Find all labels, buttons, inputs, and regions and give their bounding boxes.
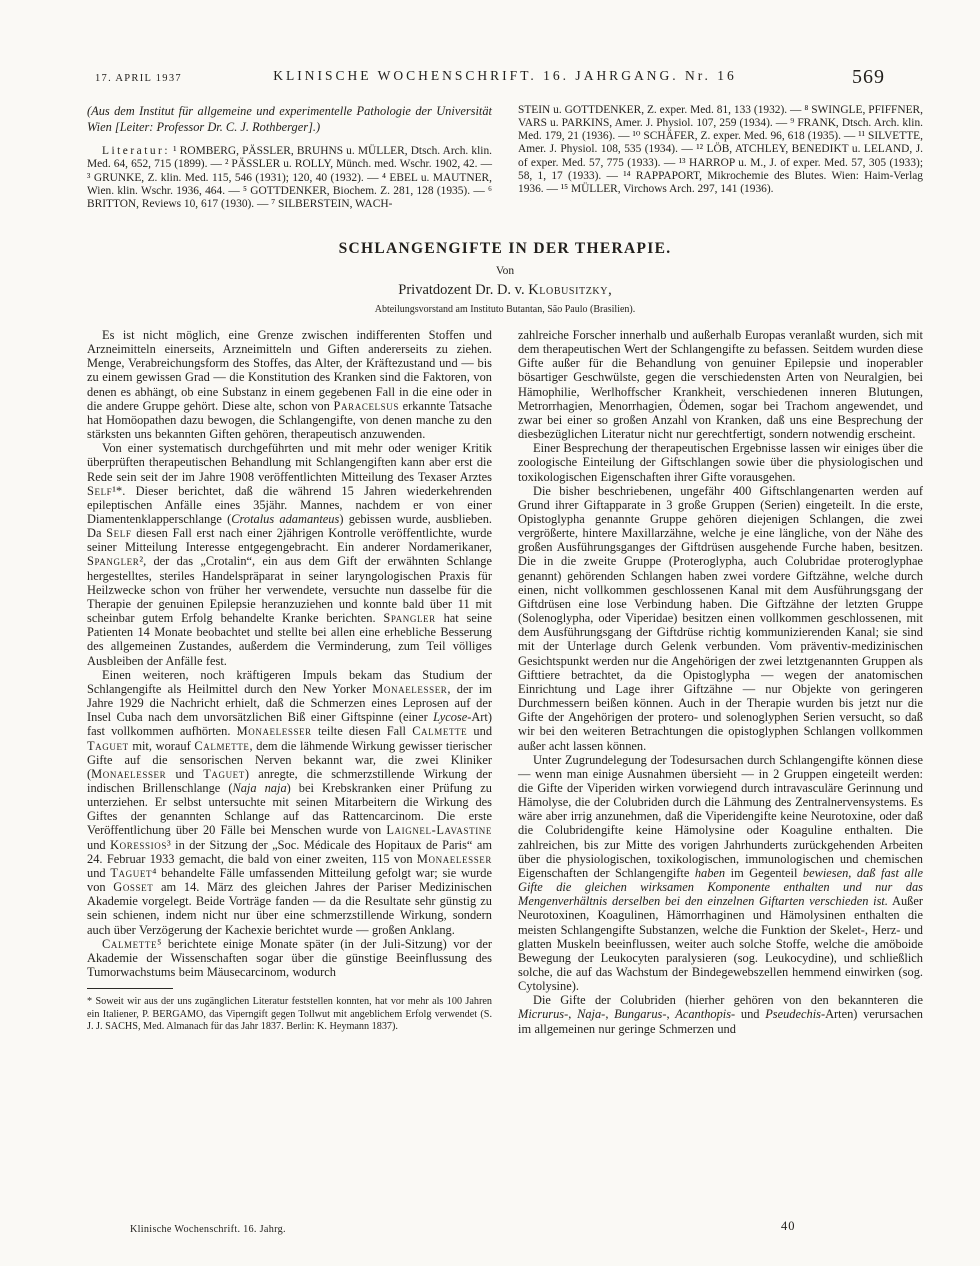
author-line: Privatdozent Dr. D. v. Klobusitzky, [398, 281, 612, 298]
smallcaps-name: Calmette [102, 936, 158, 951]
smallcaps-name: Spangler [87, 554, 140, 569]
body-paragraph: Von einer systematisch durchgeführten und mit mehr oder weniger Kritik überprüften therapeutischen Behandlung mit Schlangengiften kann aber erst die Rede sein seit der im Jahre 1908 veröffentlichten Mitteilung des Texaser Arztes Self¹*. Dieser berichtet, daß die während 15 Jahren wiederkehrenden epileptischen Anfälle eines 35jähr. Mannes, nachdem er von einer Diamentenklapperschlange (Crotalus adamanteus) gebissen wurde, ausblieben. Da Self diesen Fall erst nach einer 2jährigen Kontrolle veröffentlichte, wurde seiner Mitteilung Interesse entgegengebracht. Ein anderer Nordamerikaner, Spangler², der das „Crotalin“, ein aus dem Gift der erwähnten Schlange hergestelltes, steriles Handelspräparat in seiner laryngologischen Praxis für Heilzwecke schon von früher her verwendete, versuchte nun dasselbe für die Therapie der genuinen Epilepsie heranzuziehen und konnte bald über 11 mit scheinbar gutem Erfolg behandelte Kranke berichten. Spangler hat seine Patienten 14 Monate beobachtet und stellte bei allen eine erhebliche Besserung des allgemeinen Zustandes, außerdem die Verminderung, zum Teil völliges Ausbleiben der Anfälle fest. [87, 441, 493, 668]
page-footer [87, 1219, 923, 1235]
body-paragraph: Es ist nicht möglich, eine Grenze zwischen indifferenten Stoffen und Arzneimitteln einerseits, Arzneimitteln und Giften andererseits zu ziehen. Menge, Verabreichungsform des Stoffes, das Alter, der Kräftezustand und — bis zu einem gewissen Grad — die Konstitution des Kranken sind die Faktoren, von denen es abhängt, ob eine Substanz in einem gegebenen Fall in die eine oder in die andere Gruppe gehört. Diese alte, schon von Paracelsus erkannte Tatsache hat Homöopathen dazu bewogen, die Schlangengifte, von denen manche zu den stärksten uns bekannten Giften gehören, therapeutisch anzuwenden. [87, 327, 492, 442]
literatur-label: Literatur: [102, 145, 171, 158]
italic-phrase: haben [694, 865, 726, 880]
smallcaps-name: Taguet [203, 766, 245, 781]
smallcaps-name: Monaelesser [236, 724, 312, 739]
front-matter [87, 104, 923, 211]
title-block [87, 240, 923, 315]
references-left [87, 145, 492, 211]
smallcaps-name: Monaelesser [91, 766, 167, 781]
institute-note: (Aus dem Institut für allgemeine und experimentelle Pathologie der Universität Wien [Leiter: Professor Dr. C. J. Rothberger].) [87, 104, 492, 134]
smallcaps-name: Koressios [110, 837, 167, 852]
italic-phrase: Acanthopis- [675, 1007, 736, 1022]
italic-phrase: bewiesen, daß fast alle Gifte die gleichen wirksamen Komponente enthalten und nur das Mengenverhältnis derselben bei den einzelnen Giftarten verschieden ist. [518, 865, 923, 909]
italic-phrase: Bungarus- [614, 1007, 667, 1022]
footer-journal-line: Klinische Wochenschrift. 16. Jahrg. [130, 1224, 286, 1235]
smallcaps-name: Paracelsus [333, 398, 399, 413]
journal-masthead: KLINISCHE WOCHENSCHRIFT. 16. JAHRGANG. Nr. 16 [273, 68, 737, 83]
italic-phrase: Micrurus- [518, 1007, 569, 1022]
body-left-column [87, 328, 492, 1036]
page-number: 569 [852, 66, 885, 88]
footer-page-number: 40 [781, 1219, 796, 1233]
body-paragraph: Einer Besprechung der therapeutischen Ergebnisse lassen wir einiges über die zoologische Einteilung der Giftschlangen sowie über die physiologischen und toxikologischen Eigenschaften ihrer Gifte vorausgehen. [518, 441, 923, 484]
body-paragraph: zahlreiche Forscher innerhalb und außerhalb Europas veranlaßt wurden, sich mit dem therapeutischen Wert der Schlangengifte zu befassen. Seitdem wurden diese Gifte außer für die Behandlung von genuiner Epilepsie und inoperabler bösartiger Geschwülste, gegen die verschiedensten Arten von Neuralgien, bei Hämophilie, Werlhoffscher Krankheit, verschiedenen inneren Blutungen, Metrorrhagien, Menorrhagien, Ödemen, sogar bei Trachom angewendet, und zwar bei einer so großen Anzahl von Kranken, daß uns eine Besprechung der diesbezüglichen Literatur nicht nur gerechtfertigt, sondern notwendig erscheint. [518, 327, 923, 442]
references-right: STEIN u. GOTTDENKER, Z. exper. Med. 81, 133 (1932). — ⁸ SWINGLE, PFIFFNER, VARS u. PARKINS, Amer. J. Physiol. 107, 259 (1934). — ⁹ FRANK, Dtsch. Arch. klin. Med. 179, 21 (1936). — ¹⁰ SCHÄFER, Z. exper. Med. 96, 618 (1935). — ¹¹ SILVETTE, Amer. J. Physiol. 108, 535 (1934). — ¹² LÖB, ATCHLEY, BENEDIKT u. LELAND, J. of exper. Med. 57, 775 (1933). — ¹³ HARROP u. M., J. of exper. Med. 57, 305 (1933); 58, 1, 17 (1933). — ¹⁴ RAPPAPORT, Mikrochemie des Blutes. Wien: Haim-Verlag 1936. — ¹⁵ MÜLLER, Virchows Arch. 297, 141 (1936). [518, 104, 923, 195]
body-paragraph: Die bisher beschriebenen, ungefähr 400 Giftschlangenarten werden auf Grund ihrer Giftapparate in 3 große Gruppen (Serien) eingeteilt. In die erste, Opistoglypha genannte Gruppe gehören diejenigen Schlangen, die zwei vergrößerte, hintere Maxillarzähne, welche je eine längliche, von der Nähe des großen Ausführungsganges der Giftdrüsen ausgehende Furche haben, besitzen. Die in die zweite Gruppe (Proteroglypha, auch Colubridae proteroglyphae genannt) gehörenden Schlangen haben zwei vordere Giftzähne, welche durch einen, nicht vollkommen geschlossenen Kanal mit dem Ausführungsgang der Giftdrüsen eine lose Verbindung haben. Die Giftzähne der letzten Gruppe (Solenoglypha, oder Viperidae) besitzen einen vollkommen geschlossenen, mit dem Ausführungsgang der Giftdrüse richtig kommunizierenden Kanal; sie sind mit der Unterlage durch Gelenk verbunden. Vom präventiv-medizinischen Gesichtspunkt werden nur die Angehörigen der zwei letztgenannten Gruppen als Gifttiere betrachtet, da die Opistoglypha — wegen der anatomischen Einrichtung und Lage ihrer Giftzähne — nur Objekte von geringeren Durchmessern beißen können. Auch in der Therapie wurden bis jetzt nur die Gifte der Angehörigen der protero- und solenoglyphen Serien versucht, so daß wir bei den weiteren Betrachtungen die opistoglyphen Schlangen vollkommen außer acht lassen können. [518, 483, 923, 753]
issue-date: 17. APRIL 1937 [95, 73, 182, 84]
smallcaps-name: Klobusitzky [528, 281, 609, 298]
front-matter-right-column [518, 104, 923, 211]
smallcaps-name: Taguet [110, 865, 153, 880]
smallcaps-name: Taguet [87, 738, 129, 753]
italic-phrase: Pseudechis- [765, 1007, 826, 1022]
references-left-text: ¹ ROMBERG, PÄSSLER, BRUHNS u. MÜLLER, Dtsch. Arch. klin. Med. 64, 652, 715 (1899). — ² PÄSSLER u. ROLLY, Münch. med. Wschr. 1902, 42. — ³ GRUNKE, Z. klin. Med. 115, 546 (1931); 120, 40 (1932). — ⁴ EBEL u. MAUTNER, Wien. klin. Wschr. 1936, 464. — ⁵ GOTTDENKER, Biochem. Z. 281, 128 (1935). — ⁶ BRITTON, Reviews 10, 617 (1930). — ⁷ SILBERSTEIN, WACH- [87, 145, 492, 210]
left-column-paragraphs [87, 328, 492, 979]
author-affiliation: Abteilungsvorstand am Instituto Butantan, São Paulo (Brasilien). [374, 303, 636, 315]
footnote-rule [87, 988, 173, 989]
article-body [87, 328, 923, 1036]
byline-prefix: Von [495, 264, 515, 277]
right-column-paragraphs [518, 328, 923, 1036]
page-header [87, 66, 923, 90]
smallcaps-name: Self [106, 526, 132, 541]
smallcaps-name: Gosset [113, 880, 154, 895]
italic-phrase: Lycose [433, 710, 468, 725]
body-paragraph: Einen weiteren, noch kräftigeren Impuls bekam das Studium der Schlangengifte als Heilmittel durch den New Yorker Monaelesser, der im Jahre 1929 die Nachricht erhielt, daß die Schmerzen eines Leprosen auf der Insel Cuba nach dem unvorsätzlichen Biß einer Giftspinne (einer Lycose-Art) fast vollkommen aufhörten. Monaelesser teilte diesen Fall Calmette und Taguet mit, worauf Calmette, dem die lähmende Wirkung gewisser tierischer Gifte auf die sensorischen Nerven bekannt war, die zwei Kliniker (Monaelesser und Taguet) anregte, die schmerzstillende Wirkung der indischen Brillenschlange (Naja naja) bei Krebskranken einer Prüfung zu unterziehen. Er selbst untersuchte mit seinen Mitarbeitern die Wirkung des Giftes der genannten Schlange auf das Rattencarcinom. Die erste Veröffentlichung über 20 Fälle bei Menschen wurde von Laignel-Lavastine und Koressios³ in der Sitzung der „Soc. Médicale des Hopitaux de Paris“ am 24. Februar 1933 gemacht, die bald von einer zweiten, 115 von Monaelesser und Taguet⁴ behandelte Fälle umfassenden Mitteilung gefolgt war; sie wurde von Gosset am 14. März des gleichen Jahres der Pariser Medizinischen Akademie vorgelegt. Beide Vorträge fanden — da die Resultate sehr günstig zu sein schienen, indem nicht nur über eine schmerzstillende Wirkung, sondern auch über Verzögerung der Kachexie berichtet wurde — großen Anklang. [87, 667, 493, 937]
body-paragraph: Unter Zugrundelegung der Todesursachen durch Schlangengifte können diese — wenn man einige Ausnahmen übersieht — in 2 Gruppen eingeteilt werden: die Gifte der Viperiden wirken vorwiegend durch intravasculäre Gerinnung und Hämolyse, die der Colubriden durch die Lähmung des Zentralnervensystems. Es wäre aber irrig anzunehmen, daß die Viperidengifte keine Neurotoxine, oder daß die Colubridengifte keine Hämolysine oder Koaguline enthalten. Die zahlreichen, bis zur Mitte des vorigen Jahrhunderts zurückgehenden Arbeiten über die physiologischen, toxikologischen, immunologischen und chemischen Eigenschaften der Schlangengifte haben im Gegenteil bewiesen, daß fast alle Gifte die gleichen wirksamen Komponente enthalten und nur das Mengenverhältnis derselben bei den einzelnen Giftarten verschieden ist. Außer Neurotoxinen, Koagulinen, Hämorrhaginen und Hämolysinen enthalten die meisten Schlangengifte Substanzen, welche die Funktion der Skelet-, Herz- und glatten Muskeln beeinflussen, weiter auch solche Stoffe, welche die amöboide Bewegung der Leukocyten paralysieren (sog. Leukocydine), und schließlich solche, die auf das Wachstum der Bindegewebszellen hemmend einwirken (sog. Cytolysine). [518, 752, 923, 994]
footnote: * Soweit wir aus der uns zugänglichen Literatur feststellen konnten, hat vor mehr als 100 Jahren ein Italiener, P. BERGAMO, das Viperngift gegen Tollwut mit angeblichem Erfolg verwendet (S. J. J. SACHS, Med. Almanach für das Jahr 1837. Berlin: K. Heymann 1837). [87, 996, 492, 1033]
front-matter-left-column [87, 104, 492, 211]
italic-phrase: Crotalus adamanteus [231, 512, 340, 526]
smallcaps-name: Spangler [383, 611, 436, 626]
smallcaps-name: Monaelesser [416, 851, 492, 866]
body-paragraph: Die Gifte der Colubriden (hierher gehören von den bekannteren die Micrurus-, Naja-, Bungarus-, Acanthopis- und Pseudechis-Arten) verursachen im allgemeinen nur geringe Schmerzen und [518, 993, 924, 1036]
smallcaps-name: Self [87, 483, 113, 498]
smallcaps-name: Monaelesser [372, 681, 448, 696]
italic-phrase: Naja naja [232, 780, 287, 795]
italic-phrase: Naja- [577, 1007, 606, 1022]
article-title: SCHLANGENGIFTE IN DER THERAPIE. [338, 239, 672, 257]
smallcaps-name: Laignel-Lavastine [386, 823, 492, 838]
body-right-column [518, 328, 923, 1036]
body-paragraph: Calmette⁵ berichtete einige Monate später (in der Juli-Sitzung) vor der Akademie der Wissenschaften sogar über die günstige Beeinflussung des Tumorwachstums beim Mäusecarcinom, wodurch [87, 936, 492, 979]
smallcaps-name: Calmette [412, 724, 468, 739]
smallcaps-name: Calmette [194, 738, 250, 753]
